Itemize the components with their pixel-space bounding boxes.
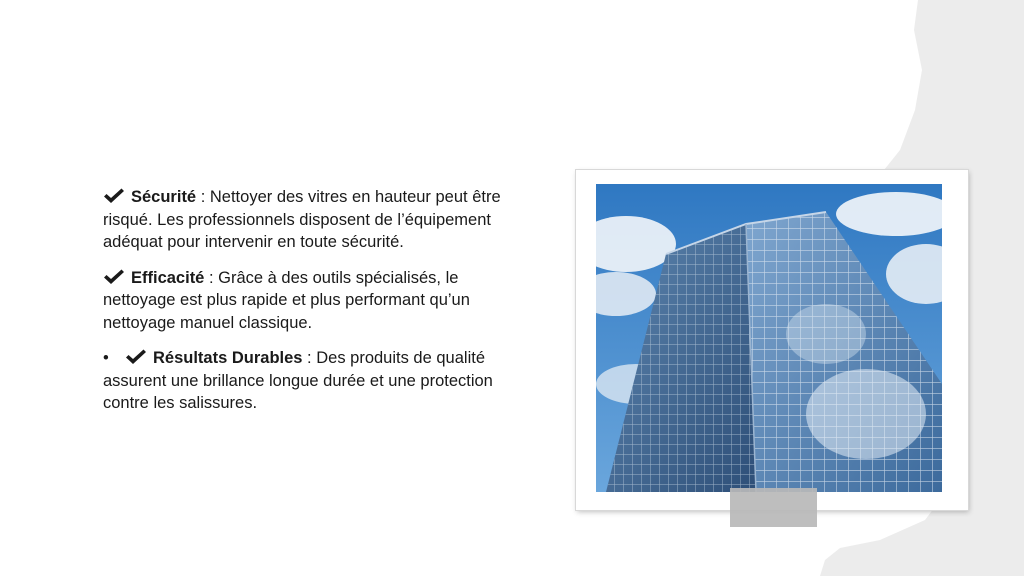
checkmark-icon	[103, 269, 125, 285]
photo-frame	[576, 170, 968, 510]
paragraph-resultats	[103, 347, 523, 415]
checkmark-icon	[103, 188, 125, 204]
term-resultats: Résultats Durables	[153, 349, 303, 367]
term-securite: Sécurité	[131, 188, 197, 206]
term-efficacite: Efficacité	[131, 268, 205, 287]
checkmark-icon	[125, 349, 147, 365]
skyscraper-photo	[596, 184, 942, 492]
body-resultats: : Des produits de qualité assurent une brillance longue durée et une protection contre les salissures.	[103, 349, 493, 412]
bullet-dot: •	[103, 349, 109, 367]
body-securite: : Nettoyer des vitres en hauteur peut être risqué. Les professionnels disposent de l’équipement adéquat pour intervenir en toute sécurité.	[103, 188, 501, 251]
tape-strip	[730, 488, 817, 527]
paragraph-securite	[103, 186, 523, 254]
paragraph-efficacite	[103, 267, 523, 335]
text-block	[103, 186, 523, 428]
body-efficacite: : Grâce à des outils spécialisés, le nettoyage est plus rapide et plus performant qu’un nettoyage manuel classique.	[103, 268, 470, 332]
